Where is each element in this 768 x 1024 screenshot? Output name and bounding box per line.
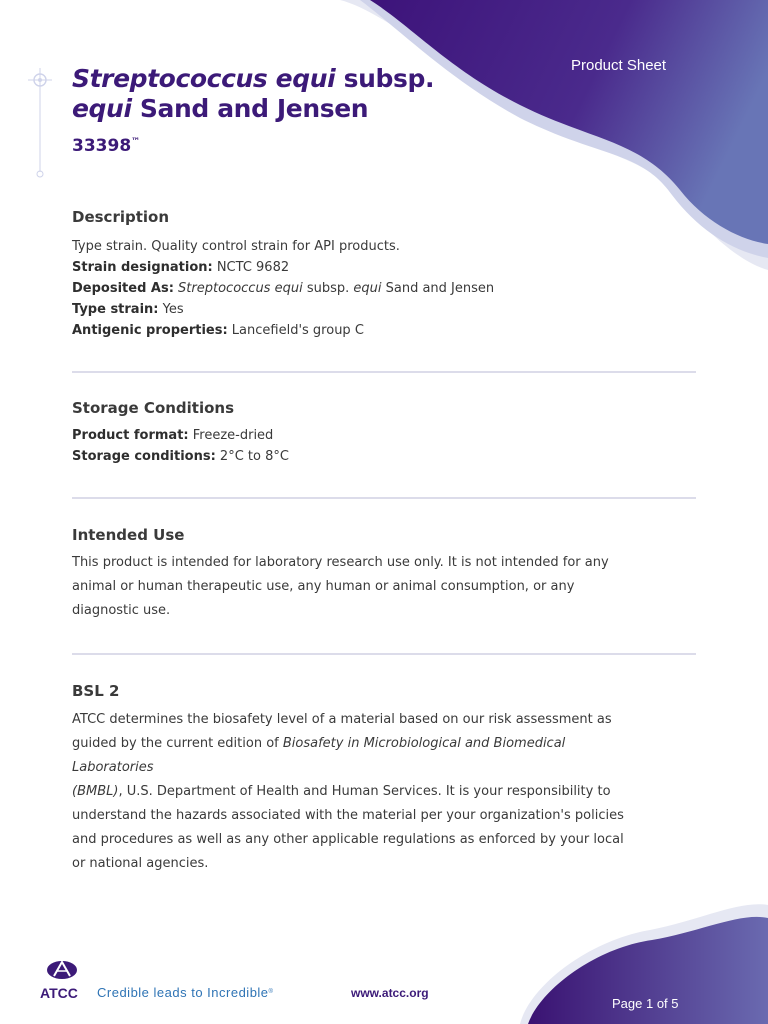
bsl-section: [72, 682, 632, 876]
atcc-logo-icon: [40, 958, 80, 984]
section-divider: [72, 371, 696, 373]
bsl-heading: BSL 2: [72, 682, 120, 700]
trademark-mark: ™: [131, 137, 141, 147]
bsl-line: understand the hazards associated with the material per your organization's policies: [72, 808, 624, 823]
page-number: Page 1 of 5: [612, 996, 679, 1011]
description-section: [72, 208, 632, 341]
intended-use-line: animal or human therapeutic use, any human or animal consumption, or any: [72, 579, 575, 594]
product-format: Product format: Freeze-dried: [72, 428, 274, 443]
intended-use-section: [72, 526, 632, 623]
bsl-line: and procedures as well as any other applicable regulations as enforced by your local: [72, 832, 624, 847]
section-divider: [72, 497, 696, 499]
bsl-line: ATCC determines the biosafety level of a material based on our risk assessment as: [72, 712, 612, 727]
type-strain: Type strain: Yes: [72, 302, 184, 317]
product-title: Streptococcus equi subsp. equi Sand and Jensen: [72, 64, 435, 123]
intended-use-line: diagnostic use.: [72, 603, 171, 618]
tagline: Credible leads to Incredible®: [97, 985, 274, 1000]
description-heading: Description: [72, 208, 170, 226]
product-sheet-label: Product Sheet: [571, 57, 667, 74]
bsl-line: or national agencies.: [72, 856, 209, 871]
intended-use-heading: Intended Use: [72, 526, 185, 544]
strain-designation: Strain designation: NCTC 9682: [72, 260, 290, 275]
antigenic-properties: Antigenic properties: Lancefield's group C: [72, 323, 364, 338]
storage-conditions: Storage conditions: 2°C to 8°C: [72, 449, 289, 464]
bsl-line: (BMBL), U.S. Department of Health and Human Services. It is your responsibility to: [72, 784, 611, 799]
registered-mark: ®: [268, 989, 274, 995]
atcc-brand: ATCC: [40, 985, 78, 1001]
bsl-line: guided by the current edition of Biosafety in Microbiological and Biomedical Laboratories: [72, 736, 566, 775]
website-link[interactable]: www.atcc.org: [351, 986, 429, 1000]
deposited-as: Deposited As: Streptococcus equi subsp. equi Sand and Jensen: [72, 281, 495, 296]
catalog-number: 33398™: [72, 136, 141, 156]
section-divider: [72, 653, 696, 655]
description-intro: Type strain. Quality control strain for API products.: [72, 239, 400, 254]
atcc-ornament-icon: [26, 66, 54, 180]
intended-use-line: This product is intended for laboratory research use only. It is not intended for any: [72, 555, 609, 570]
storage-heading: Storage Conditions: [72, 399, 235, 417]
storage-section: [72, 399, 632, 467]
